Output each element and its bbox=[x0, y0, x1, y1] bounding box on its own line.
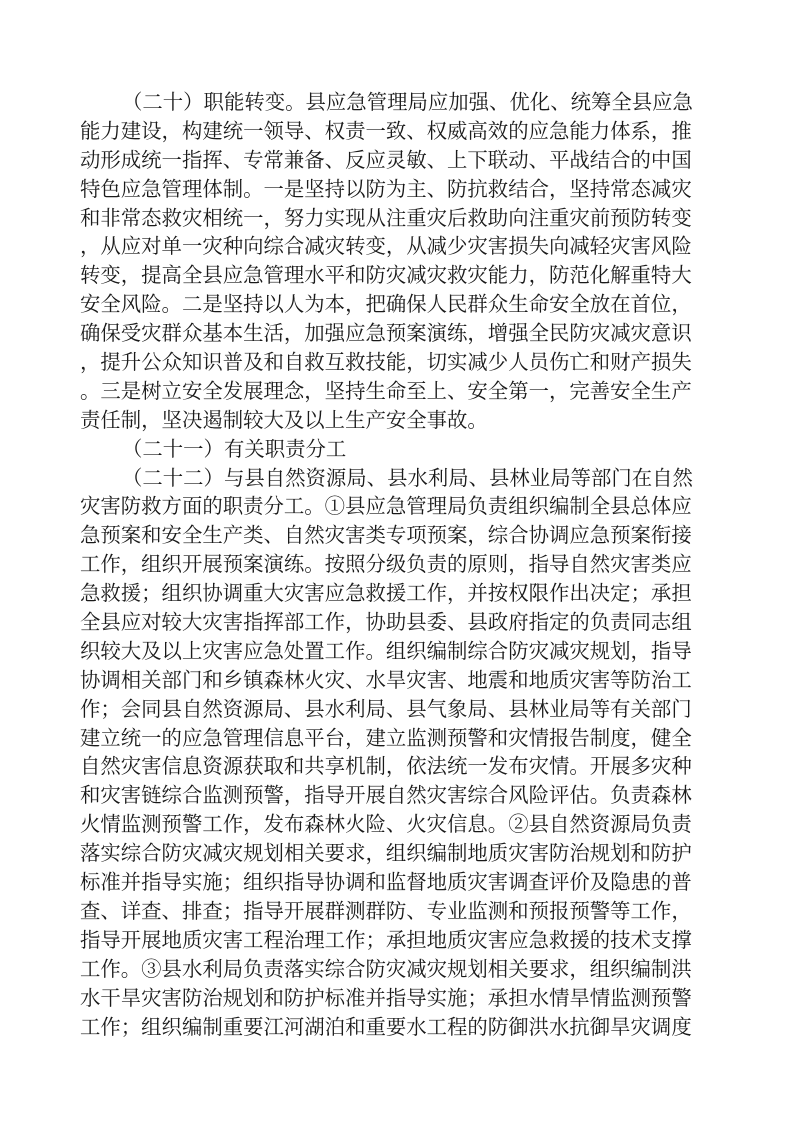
text-line: 急预案和安全生产类、自然灾害类专项预案，综合协调应急预案衔接 bbox=[80, 523, 692, 548]
text-line: 能力建设，构建统一领导、权责一致、权威高效的应急能力体系，推 bbox=[80, 118, 692, 143]
text-line: ，提升公众知识普及和自救互救技能，切实减少人员伤亡和财产损失 bbox=[80, 350, 692, 375]
text-line: 全县应对较大灾害指挥部工作，协助县委、县政府指定的负责同志组 bbox=[80, 610, 692, 635]
text-line: 火情监测预警工作，发布森林火险、火灾信息。②县自然资源局负责 bbox=[80, 812, 692, 837]
text-line: 确保受灾群众基本生活，加强应急预案演练，增强全民防灾减灾意识 bbox=[80, 321, 692, 346]
text-line: 工作；组织编制重要江河湖泊和重要水工程的防御洪水抗御旱灾调度 bbox=[80, 1014, 692, 1039]
text-line: （二十）职能转变。县应急管理局应加强、优化、统筹全县应急 bbox=[122, 90, 693, 114]
text-line: 水干旱灾害防治规划和防护标准并指导实施；承担水情旱情监测预警 bbox=[80, 985, 692, 1010]
text-line: 责任制，坚决遏制较大及以上生产安全事故。 bbox=[80, 407, 488, 432]
text-line: （二十二）与县自然资源局、县水利局、县林业局等部门在自然 bbox=[122, 465, 693, 490]
text-line: 和灾害链综合监测预警，指导开展自然灾害综合风险评估。负责森林 bbox=[80, 783, 692, 808]
text-line: 作；会同县自然资源局、县水利局、县气象局、县林业局等有关部门 bbox=[80, 696, 692, 721]
text-line: 转变，提高全县应急管理水平和防灾减灾救灾能力，防范化解重特大 bbox=[80, 263, 692, 288]
text-line: 特色应急管理体制。一是坚持以防为主、防抗救结合，坚持常态减灾 bbox=[80, 176, 692, 201]
text-line: 工作。③县水利局负责落实综合防灾减灾规划相关要求，组织编制洪 bbox=[80, 956, 692, 981]
document-page bbox=[80, 88, 726, 1041]
text-line: 安全风险。二是坚持以人为本，把确保人民群众生命安全放在首位， bbox=[80, 292, 692, 317]
text-line: 和非常态救灾相统一，努力实现从注重灾后救助向注重灾前预防转变 bbox=[80, 205, 692, 230]
text-line: 建立统一的应急管理信息平台，建立监测预警和灾情报告制度，健全 bbox=[80, 725, 692, 750]
text-line: 协调相关部门和乡镇森林火灾、水旱灾害、地震和地质灾害等防治工 bbox=[80, 667, 692, 692]
paragraph-duty-transformation bbox=[80, 88, 726, 435]
text-line: ，从应对单一灾种向综合减灾转变，从减少灾害损失向减轻灾害风险 bbox=[80, 234, 692, 259]
text-line: 指导开展地质灾害工程治理工作；承担地质灾害应急救援的技术支撑 bbox=[80, 927, 692, 952]
section-heading-duty-division bbox=[80, 435, 726, 464]
text-line: 急救援；组织协调重大灾害应急救援工作，并按权限作出决定；承担 bbox=[80, 581, 692, 606]
text-line: 动形成统一指挥、专常兼备、反应灵敏、上下联动、平战结合的中国 bbox=[80, 147, 692, 172]
text-line: 标准并指导实施；组织指导协调和监督地质灾害调查评价及隐患的普 bbox=[80, 870, 692, 895]
text-line: 织较大及以上灾害应急处置工作。组织编制综合防灾减灾规划，指导 bbox=[80, 638, 692, 663]
section-heading: （二十一）有关职责分工 bbox=[122, 436, 347, 461]
text-line: 灾害防救方面的职责分工。①县应急管理局负责组织编制全县总体应 bbox=[80, 494, 692, 519]
paragraph-duty-division-disaster bbox=[80, 464, 726, 1042]
text-line: 。三是树立安全发展理念，坚持生命至上、安全第一，完善安全生产 bbox=[80, 378, 692, 403]
text-line: 落实综合防灾减灾规划相关要求，组织编制地质灾害防治规划和防护 bbox=[80, 841, 692, 866]
text-line: 自然灾害信息资源获取和共享机制，依法统一发布灾情。开展多灾种 bbox=[80, 754, 692, 779]
text-line: 工作，组织开展预案演练。按照分级负责的原则，指导自然灾害类应 bbox=[80, 552, 692, 577]
text-line: 查、详查、排查；指导开展群测群防、专业监测和预报预警等工作， bbox=[80, 898, 692, 923]
